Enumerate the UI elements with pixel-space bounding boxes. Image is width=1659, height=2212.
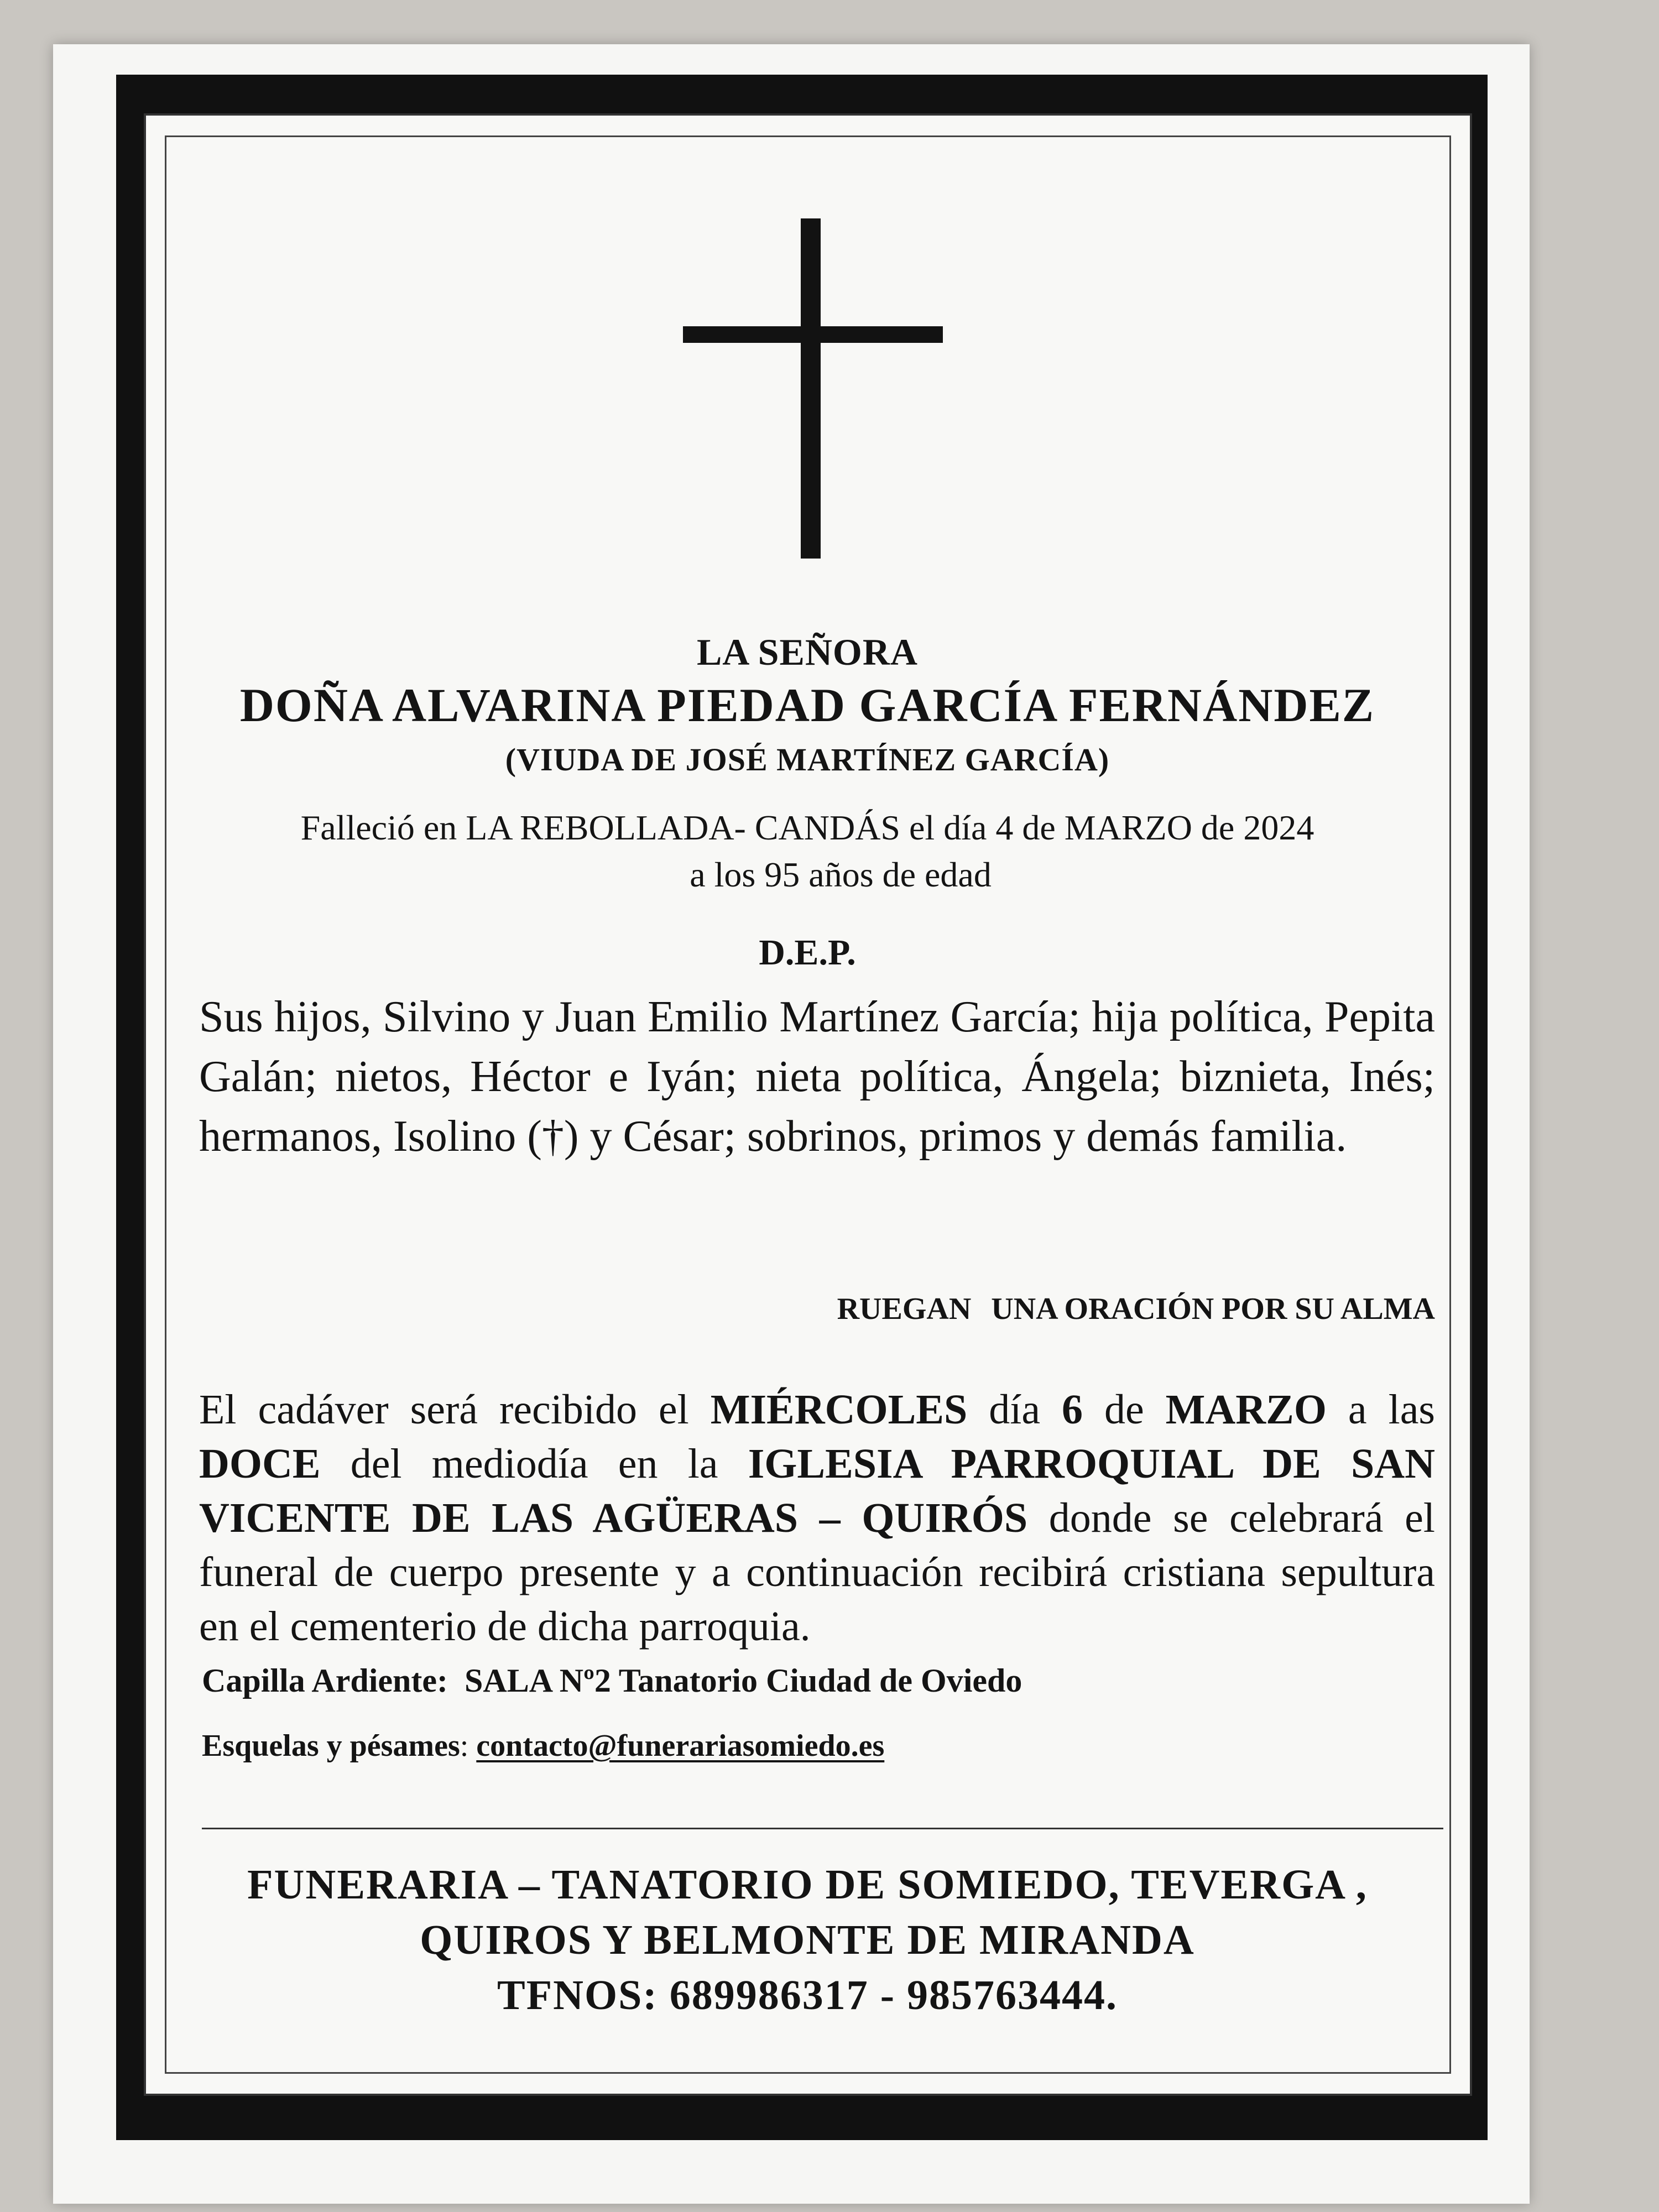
- ceremony-text: El cadáver será recibido el: [199, 1386, 711, 1433]
- contact-separator: :: [460, 1729, 477, 1763]
- ceremony-paragraph: [199, 1383, 1435, 1653]
- contact-label: Esquelas y pésames: [202, 1729, 460, 1763]
- divider: [202, 1828, 1443, 1829]
- ceremony-time: DOCE: [199, 1441, 321, 1487]
- chapel-label: Capilla Ardiente:: [202, 1662, 448, 1699]
- ceremony-day: MIÉRCOLES: [710, 1386, 968, 1433]
- contact-line: [202, 1728, 884, 1764]
- ceremony-text: día: [967, 1386, 1062, 1433]
- family-paragraph: Sus hijos, Silvino y Juan Emilio Martínez García; hija política, Pepita Galán; nietos, Héctor e Iyán; nieta política, Ángela; biznieta, Inés; hermanos, Isolino (†) y César; sobrinos, primos y demás familia.: [199, 993, 1435, 1161]
- deceased-name: DOÑA ALVARINA PIEDAD GARCÍA FERNÁNDEZ: [239, 679, 1375, 732]
- ceremony-text: a las: [1326, 1386, 1436, 1433]
- funeral-home-locations: QUIROS Y BELMONTE DE MIRANDA: [420, 1917, 1195, 1963]
- chapel-line: [202, 1662, 1022, 1700]
- cross-icon: [801, 218, 821, 559]
- dep-heading: D.E.P.: [759, 932, 856, 973]
- title-honorific: LA SEÑORA: [696, 631, 919, 673]
- contact-email-link[interactable]: contacto@funerariasomiedo.es: [476, 1729, 885, 1763]
- chapel-value: SALA Nº2 Tanatorio Ciudad de Oviedo: [465, 1662, 1022, 1699]
- prayer-request: [837, 1291, 1435, 1327]
- ceremony-date: 6: [1062, 1386, 1083, 1433]
- ceremony-church: IGLESIA PARROQUIAL DE SAN VICENTE DE LAS AGÜERAS – QUIRÓS: [199, 1441, 1435, 1541]
- cross-icon-bar: [683, 326, 943, 343]
- ceremony-text: donde se celebrará el funeral de cuerpo presente y a continuación recibirá cristiana sepultura en el cementerio de dicha parroquia.: [199, 1495, 1435, 1650]
- prayer-request-verb: RUEGAN: [837, 1292, 972, 1326]
- prayer-request-text: UNA ORACIÓN POR SU ALMA: [991, 1292, 1435, 1326]
- funeral-home-phones: TFNOS: 689986317 - 985763444.: [497, 1972, 1118, 2018]
- funeral-home-name: FUNERARIA – TANATORIO DE SOMIEDO, TEVERGA ,: [247, 1861, 1368, 1908]
- death-details: Falleció en LA REBOLLADA- CANDÁS el día 4 de MARZO de 2024: [300, 808, 1314, 847]
- ceremony-month: MARZO: [1165, 1386, 1327, 1433]
- widow-of: (VIUDA DE JOSÉ MARTÍNEZ GARCÍA): [505, 742, 1110, 778]
- ceremony-text: de: [1083, 1386, 1166, 1433]
- ceremony-text: del mediodía en la: [320, 1441, 748, 1487]
- age-line: a los 95 años de edad: [690, 855, 992, 894]
